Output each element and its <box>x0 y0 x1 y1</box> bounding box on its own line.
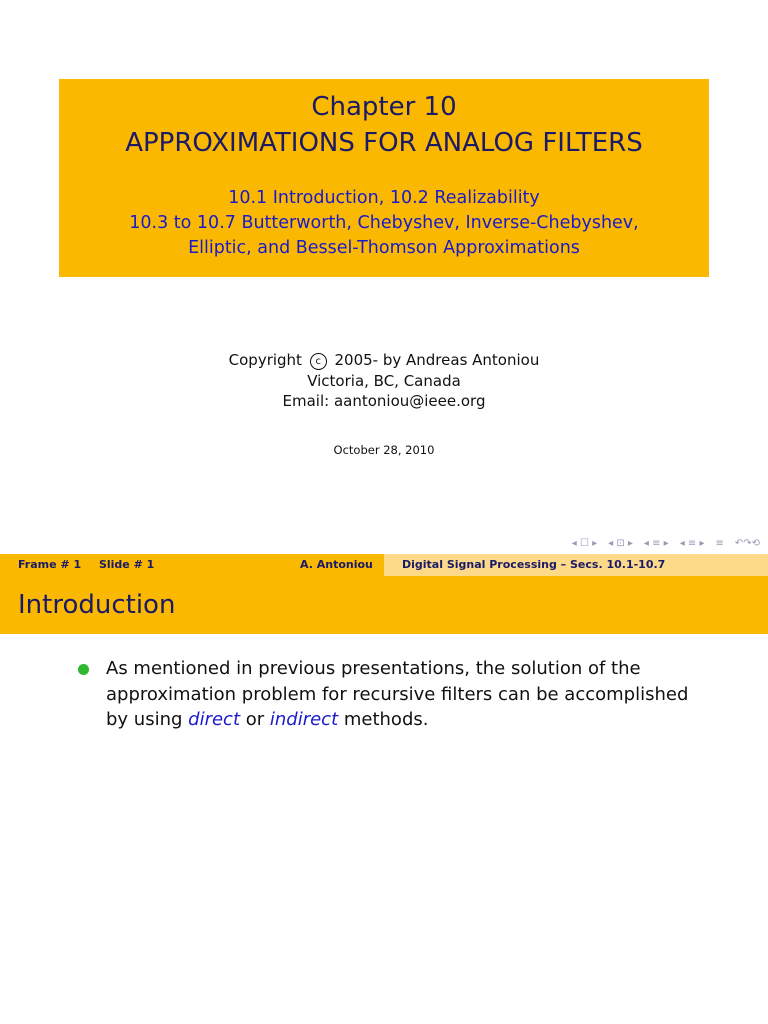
copyright-block <box>0 350 768 412</box>
highlight-indirect: indirect <box>269 709 339 730</box>
subtitle-line-1: 10.1 Introduction, 10.2 Realizability <box>228 188 540 208</box>
subtitle-line-3: Elliptic, and Bessel-Thomson Approximations <box>188 238 580 258</box>
copyright-line <box>0 350 768 371</box>
footer-frame-info <box>18 558 168 571</box>
bullet-text-part2: or <box>240 709 270 730</box>
nav-section-icon[interactable]: ◂ ≡ ▸ <box>679 537 705 549</box>
nav-frame-icon[interactable]: ◂ ☐ ▸ <box>571 537 598 549</box>
nav-subsection-icon[interactable]: ◂ ≡ ▸ <box>643 537 669 549</box>
beamer-navigation <box>572 536 760 550</box>
nav-toc-icon[interactable]: ≡ <box>715 537 724 549</box>
highlight-direct: direct <box>188 709 241 730</box>
footer-author: A. Antoniou <box>300 558 373 571</box>
nav-search-back-icon[interactable]: ↶↷⟲ <box>734 537 760 549</box>
copyright-prefix: Copyright <box>228 351 302 369</box>
location-line: Victoria, BC, Canada <box>307 371 461 390</box>
copyright-icon: c <box>310 353 327 370</box>
bullet-icon <box>78 664 89 675</box>
subtitle-block <box>59 186 709 261</box>
chapter-title: APPROXIMATIONS FOR ANALOG FILTERS <box>125 128 643 158</box>
section-title: Introduction <box>18 590 176 620</box>
email-line: Email: aantoniou@ieee.org <box>282 392 486 410</box>
bullet-text-part1: As mentioned in previous presentations, the solution of the approximation problem for recursive filters can be accomplished by using <box>106 658 689 730</box>
title-box <box>59 79 709 277</box>
frame-number: Frame # 1 <box>18 558 82 571</box>
chapter-label: Chapter 10 <box>311 92 457 122</box>
slide-number: Slide # 1 <box>98 558 155 571</box>
footer-course: Digital Signal Processing – Secs. 10.1-10.7 <box>402 558 666 571</box>
section-header-bar <box>0 576 768 634</box>
subtitle-line-2: 10.3 to 10.7 Butterworth, Chebyshev, Inverse-Chebyshev, <box>129 213 639 233</box>
footer-bar <box>0 554 768 576</box>
bullet-text-part3: methods. <box>338 709 429 730</box>
bullet-text <box>106 656 706 733</box>
copyright-text: 2005- by Andreas Antoniou <box>334 351 540 369</box>
date-line: October 28, 2010 <box>333 443 435 457</box>
nav-slide-icon[interactable]: ◂ ⊡ ▸ <box>608 537 633 549</box>
